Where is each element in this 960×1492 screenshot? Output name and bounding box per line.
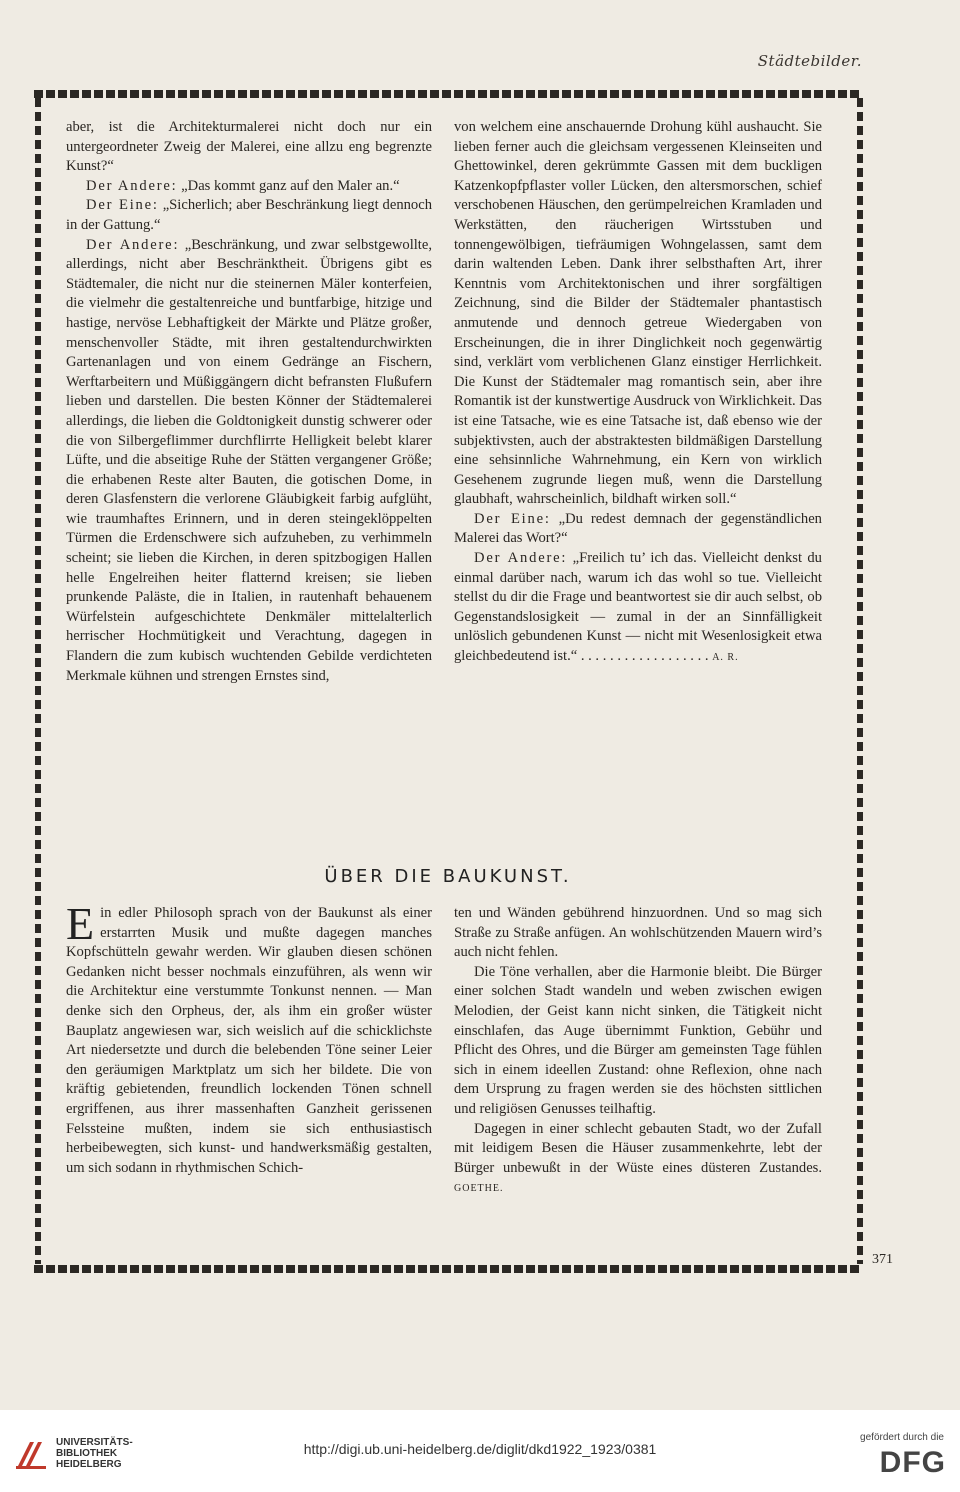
paragraph: Der Andere: „Beschränkung, und zwar selbstgewollte, allerdings, nicht aber Beschränktheit. Übrigens gibt es Städtemaler, die nicht nur die steinernen Mäler konterfeien, die vielmehr die gestaltenreiche und buntfarbige, hitzige und hastige, nervöse Lebhaftigkeit der Märkte und Plätze großer, menschenvoller Städte, mit ihren gestaltendurchwirkten Gartenanlagen und von einem Gedränge an Fischern, Werftarbeitern und Müßiggängern dicht befransten Flußufern lieben und darstellen. Die besten Könner der Städtemalerei allerdings, die lieben die Goldtonigkeit dunstig schwerer oder die von Silbergeflimmer durchflirrte Helligkeit belebt klarer Lüfte, und die abseitige Ruhe der Stätten vergangener Größe; die erhabenen Reste alter Bauten, die gotischen Dome, in deren Glasfenstern die verlorene Gläubigkeit farbig aufglüht, wie traumhaftes Erinnern, und in deren steingeklöppelten Türmen die Erdenschwere sich aufzuheben, zu verhimmeln scheint; sie lieben die Kirchen, in deren spitzbogigen Hallen helle Engelreihen heiter flatternd kreisen; sie lieben prunkende Paläste, die in Italien, in rautenhaft behauenem Würfelstein aufgeschichtete Denkmäler mittelalterlich herrischer Hochmütigkeit und Verachtung, dagegen in Flandern die zum kubisch wuchtenden Gebilde verdichteten Merkmale kühnen und strengen Ernstes sind, [66, 236, 432, 684]
article2-column-left [66, 898, 432, 1178]
section-title: ÜBER DIE BAUKUNST. [324, 866, 572, 887]
permalink[interactable]: http://digi.ub.uni-heidelberg.de/diglit/dkd1922_1923/0381 [303, 1441, 657, 1457]
paragraph: Der Andere: „Freilich tu’ ich das. Vielleicht denkst du einmal darüber nach, warum ich das wohl so tue. Vielleicht stellst du dir die Frage und beantwortest sie dir auch selbst, ob Gegenstandslosigkeit — zumal in der an Sinnfälligkeit unlöslich gebundenen Kunst — nicht mit Wesenlosigkeit etwa gleichbedeutend ist.“ . . . . . . . . . . . . . . . . . . A. R. [454, 550, 822, 665]
paragraph: aber, ist die Architekturmalerei nicht doch nur ein untergeordneter Zweig der Malerei, eine allzu eng begrenzte Kunst?“ [66, 119, 432, 175]
paragraph: Der Eine: „Sicherlich; aber Beschränkung liegt dennoch in der Gattung.“ [66, 197, 432, 233]
author-signature: GOETHE. [454, 1183, 504, 1195]
article1-column-right [454, 118, 822, 668]
paragraph: Die Töne verhallen, aber die Harmonie bleibt. Die Bürger einer solchen Stadt wandeln und weben zwischen ewigen Melodien, der Geist kann nicht sinken, die Tätigkeit nicht einschlafen, das Auge übernimmt Funktion, Gebühr und Pflicht des Ohres, und die Bürger am gemeinsten Tage fühlen sich in einem ideellen Zustand: ohne Reflexion, ohne nach dem Ursprung zu fragen werden sie des höchsten sittlichen und religiösen Genusses teilhaftig. [454, 963, 822, 1117]
paragraph: Ein edler Philosoph sprach von der Baukunst als einer erstarrten Musik und mußte dagegen manches Kopfschütteln gewahr werden. Wir glauben diesen schönen Gedanken nicht besser nochmals einzuführen, als wenn wir die Architektur eine verstummte Tonkunst nennen. — Man denke sich den Orpheus, der, als ihm ein großer wüster Bauplatz angewiesen war, sich weislich auf die schicklichste Art niedersetzte und durch die belebenden Töne seiner Leier den geräumigen Marktplatz um sich her bildete. Die von kräftig gebietenden, freundlich lockenden Tönen schnell ergriffenen, aus ihrer massenhaften Ganzheit gerissenen Felssteine mußten, indem sie sich enthusiastisch herbeibewegten, sich kunst- und handwerksmäßig gestalten, um sich sodann in rhythmischen Schich- [66, 898, 432, 1176]
paragraph: Der Andere: „Das kommt ganz auf den Maler an.“ [86, 177, 400, 194]
paragraph: ten und Wänden gebührend hinzuordnen. Und so mag sich Straße zu Straße anfügen. An wohlschützenden Mauern wird’s auch nicht fehlen. [454, 905, 822, 961]
drop-cap: E [66, 898, 95, 949]
ornamental-border-left [35, 98, 41, 1264]
paragraph: Der Eine: „Du redest demnach der gegenständlichen Malerei das Wort?“ [454, 510, 822, 547]
article1-column-left [66, 118, 432, 686]
running-head: Städtebilder. [757, 52, 862, 70]
dfg-logo: DFG [879, 1446, 946, 1479]
ornamental-border-top [34, 90, 862, 98]
paragraph: von welchem eine anschauernde Drohung kühl aushaucht. Sie lieben ferner auch die gleichsam vergessenen Kleinseiten und Ghettowinkel, deren gekrümmte Gassen mit dem buckligen Katzenkopfpflaster voller Lücken, den altersmorschen, schief verschobenen Häuschen, den gerümpelreichen Kramladen und Werkstätten, den räucherigen Wirtsstuben und tonnengewölbigen, tiefräumigen Wohngelassen, samt dem darin waltenden Leben. Dank ihrer selbsthaften Art, ihrer Kenntnis vom Architektonischen und ihrer sorgfältigen Zeichnung, sind die Bilder der Städtemaler phantastisch anmutende und dennoch getreue Wiedergaben von Erscheinungen, die in ihrer Dinglichkeit noch gegenwärtig sind, verklärt vom verblichenen Glanz einstiger Herrlichkeit. Die Kunst der Städtemaler mag romantisch sein, aber ihre Romantik ist der kunstwertige Ausdruck von Wirklichkeit. Das ist eine Tatsache, wie es eine Tatsache ist, daß ebenso wie der subjektivsten, auch der abstraktesten bildmäßigen Darstellung eine sehsinnliche Wahrnehmung, ein Kern von wirklich Gesehenem zugrunde liegen muß, wenn die Darstellung glaubhaft, wahrscheinlich, bildhaft wirken soll.“ [454, 119, 822, 508]
ornamental-border-bottom [34, 1265, 862, 1273]
page-number: 371 [872, 1252, 893, 1267]
library-name: UNIVERSITÄTS- BIBLIOTHEK HEIDELBERG [56, 1437, 133, 1470]
author-signature: A. R. [712, 652, 739, 664]
article2-column-right [454, 904, 822, 1199]
funding-label: gefördert durch die [860, 1432, 944, 1443]
ornamental-border-right [857, 98, 863, 1264]
paragraph: Dagegen in einer schlecht gebauten Stadt, wo der Zufall mit leidigem Besen die Häuser zusammenkehrte, lebt der Bürger unbewußt in der Wüste eines düsteren Zustandes. GOETHE. [454, 1120, 822, 1195]
